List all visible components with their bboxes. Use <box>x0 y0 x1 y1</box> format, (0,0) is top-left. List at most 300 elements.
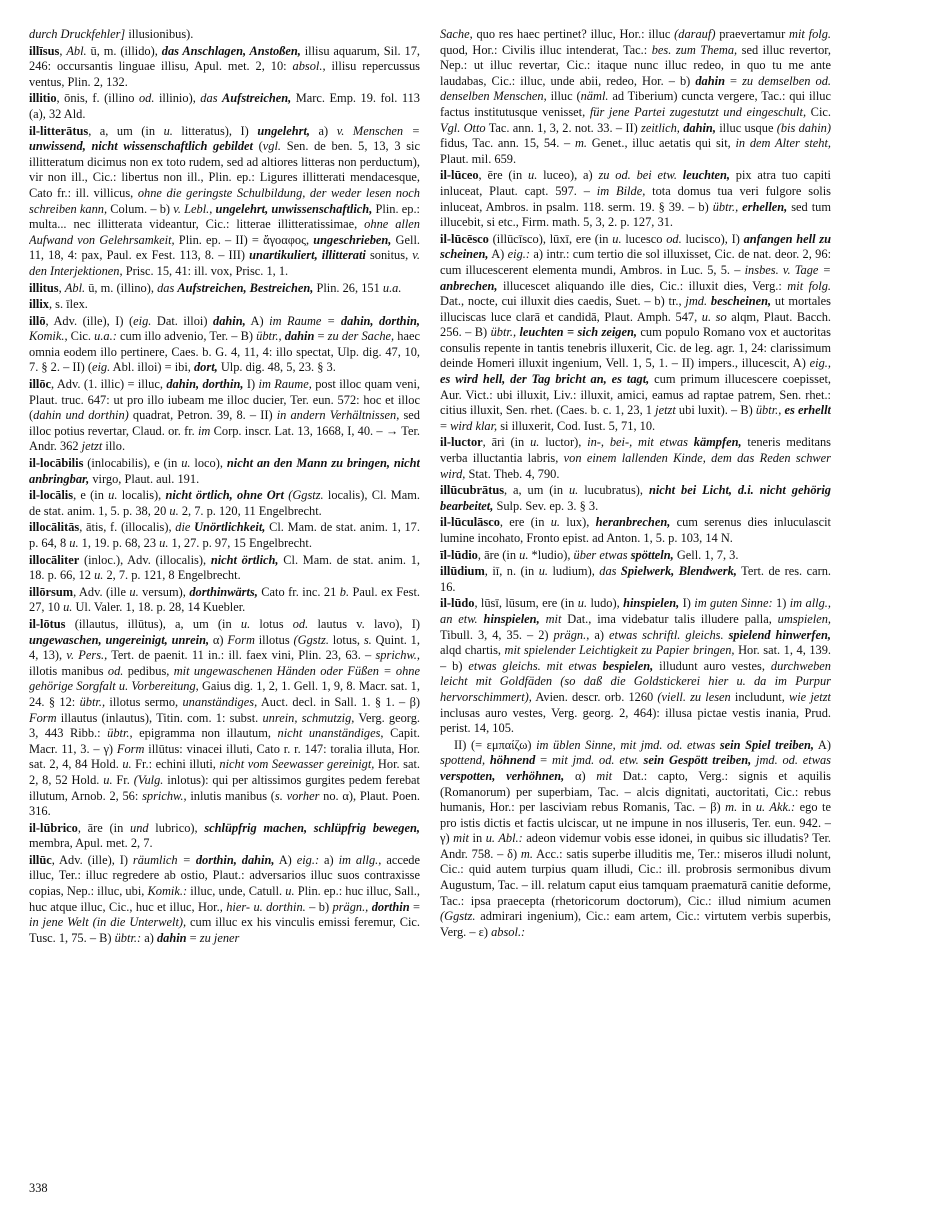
italic-text: im üblen Sinne, mit jmd. od. etwas <box>536 737 716 752</box>
italic-text: od. <box>107 663 124 678</box>
text: epigramma non illautum, <box>132 726 278 741</box>
italic-text: u.a.: <box>94 329 117 344</box>
italic-text: nicht unanständiges, <box>277 726 384 741</box>
italic-text: mit folg. <box>789 27 831 41</box>
italic-text: prägn., <box>553 627 590 642</box>
text: , ēre (in <box>478 168 528 183</box>
translation: sein Gespött treiben, <box>643 753 752 768</box>
text: Plaut. mil. 659. <box>440 151 517 166</box>
text: Cato fr. inc. 21 <box>257 584 340 599</box>
text: , e (in <box>73 488 109 503</box>
italic-text: Form <box>29 710 57 725</box>
italic-text: im Raume = <box>269 313 336 328</box>
italic-text: und <box>130 820 149 835</box>
italic-text: (Ggstz. <box>288 488 324 503</box>
text: Capit. Macr. 11, 3. – γ) <box>29 726 420 756</box>
italic-text: s. <box>363 632 372 647</box>
text: , <box>59 43 67 58</box>
text: I) <box>243 377 259 392</box>
italic-text: od. <box>138 91 155 106</box>
text: Cl. Mam. de stat. anim. 1, 17. p. 64, 8 <box>29 520 420 550</box>
italic-text: jmd. od. etwas <box>756 753 831 768</box>
text: illo. <box>102 439 126 454</box>
text: Ul. Valer. 1, 18. p. 28, 14 Kuebler. <box>72 600 246 615</box>
text: , Adv. (ille), I) <box>51 852 133 867</box>
text: illotus <box>254 632 294 647</box>
text: cum populo Romano vox et auctoritas consulis repente in tantis tenebris illuxerit, Cic. de leg. agr. 1, 24: clarissimum deinde Homeri illuxit ingenium, Vell. 1, 5, 1. – II) impers., illucescit, A) <box>440 325 831 371</box>
italic-text: hier- u. dorthin. <box>226 899 306 914</box>
text: , ere (in <box>499 515 551 530</box>
text: quadrat, Petron. 39, 8. – II) <box>128 408 277 423</box>
entry-illucubratus <box>440 483 831 514</box>
italic-text: (viell. zu lesen <box>657 689 731 704</box>
text: Gaius dig. 1, 2, 1. Gell. 1, 9, 8. Macr. sat. 1, 24. § 12: <box>29 679 420 709</box>
text: Abl. illoi) = ibi, <box>110 360 194 375</box>
italic-text: eig. <box>91 360 111 375</box>
text: , Adv. (ille), I) ( <box>45 313 134 328</box>
translation: dahin <box>156 930 187 945</box>
entry-illix <box>29 297 420 313</box>
text: Tert. de res. carn. 16. <box>440 564 831 594</box>
text: α) <box>209 632 228 647</box>
italic-text: zeitlich, <box>641 120 680 135</box>
text: illotis manibus <box>29 663 108 678</box>
entry-illocalitas <box>29 520 420 551</box>
translation: ungewaschen, ungereinigt, unrein, <box>29 632 210 647</box>
translation: leuchten = sich zeigen, <box>519 325 637 340</box>
text: Tac. ann. 1, 3, 2. not. 33. – II) <box>485 120 642 135</box>
translation: dorthin <box>371 899 410 914</box>
italic-text: unrein, schmutzig, <box>262 710 355 725</box>
text: sed illuc revertor, Nep.: ut illuc revertar, Cic.: itaque nunc illuc redeo, in quo tu me ante laudabas, Cic.: illuc, unde abii, redeo, Hor. – b) <box>440 42 831 88</box>
italic-text: eig., <box>809 356 831 371</box>
italic-text: u. <box>159 536 169 550</box>
italic-text: im Raume, <box>258 377 312 392</box>
translation: verspotten, verhöhnen, <box>440 768 565 783</box>
text: lucubratus), <box>578 483 649 498</box>
entry-illitus <box>29 281 420 297</box>
translation: Spielwerk, Blendwerk, <box>620 564 737 579</box>
translation: dahin, <box>213 313 246 328</box>
text: *ludio), <box>528 547 574 562</box>
italic-text: Form <box>116 741 145 756</box>
italic-text: u. <box>285 884 295 899</box>
italic-text: übtr., <box>755 403 782 418</box>
entry-il-locabilis <box>29 456 420 487</box>
translation: dahin <box>695 73 725 88</box>
entry-il-lucesco <box>440 232 831 435</box>
text: haec omnia eodem illo pertinere, Caes. b. G. 4, 11, 4: illo spectat, Ulp. dig. 47, 10, 7. § 2. – II) ( <box>29 329 420 375</box>
text: admirari ingenium), Cic.: eam artem, Cic.: virtutem verbis superbis, Verg. – ε) <box>440 909 831 939</box>
translation: bespielen, <box>602 658 654 673</box>
text: A) <box>814 737 831 752</box>
text: (illūcīsco), lūxī, ere (in <box>488 231 613 246</box>
text: illudunt auro vestes, <box>653 658 771 673</box>
text: luctor), <box>539 435 588 450</box>
text: , āre (in <box>77 820 130 835</box>
entry-il-ludo-sense-2 <box>440 738 831 941</box>
text: , āre (in <box>477 547 520 562</box>
translation: dort, <box>193 360 218 375</box>
italic-text: u.a. <box>382 280 402 295</box>
headword: il-litterātus <box>29 123 89 138</box>
text: Acc.: satis superbe illuditis me, Ter.: miseros illudi nolunt, Cic.: quid autem turpius quam illudi, Cic.: ill. probrosis sermonibus divum Augustum, Tac. – ill. relatum caput eius tamquam praematurā canitie deforme, Tac.: ipsa praecepta (rhetoricorum doctorum), Cic.: illud nimium acumen <box>440 846 831 908</box>
italic-text: u. <box>181 456 191 471</box>
translation: dorthinwärts, <box>189 584 258 599</box>
text: post illoc quam veni, Plaut. truc. 647: ut pro illo iubeam me illoc ducier, Ter. eun. 572: hoc et illoc ( <box>29 377 420 423</box>
italic-text: dahin und dorthin) <box>33 408 129 423</box>
italic-text: nicht vom Seewasser gereinigt, <box>219 757 375 772</box>
translation: es erhellt <box>784 403 831 418</box>
text: Cl. Mam. de stat. anim. 1, 18. p. 66, 12 <box>29 552 420 583</box>
headword: illōrsum <box>29 584 74 599</box>
text: Prisc. 15, 41: ill. vox, Prisc. 1, 1. <box>122 263 289 278</box>
italic-text: im guten Sinne: <box>694 596 773 611</box>
text: inlotus): qui per altissimos gurgites pedem ferebat illutum, Arnob. 2, 56: <box>29 772 420 803</box>
italic-text: od. <box>666 231 682 246</box>
text: cum primum illucescere coepisset, Aur. Vict.: ubi illuxit, Liv.: illuxit, amici, eamus ad raptae patrem, Sen. rhet.: citius illuxit, Sen. rhet. (Caes. b. c. 1, 23, 1 <box>440 372 831 418</box>
headword: illīsus <box>29 43 60 58</box>
text: cum illuc ex his vinculis emissi feremur, Cic. Tusc. 1, 75. – B) <box>29 915 420 945</box>
text: a) <box>319 852 339 867</box>
italic-text: etwas schriftl. gleichs. <box>608 627 724 642</box>
entry-il-litteratus <box>29 124 420 280</box>
translation: sein Spiel treiben, <box>719 737 815 752</box>
italic-text: sprichw., <box>375 648 420 663</box>
italic-text: für jene Partei zugestutzt und eingeschult, <box>589 104 807 119</box>
text: illotus sermo, <box>105 694 183 709</box>
italic-text: räumlich = <box>132 852 191 867</box>
italic-text: s. vorher <box>274 788 320 803</box>
text: lux), <box>560 515 596 530</box>
italic-text: insbes. v. Tage = <box>744 262 831 277</box>
translation: spötteln, <box>630 547 674 562</box>
entry-il-luculasco <box>440 515 831 546</box>
text: illisu repercussus ventus, Plin. 2, 132. <box>29 59 420 89</box>
italic-text: (Ggstz. <box>293 632 329 647</box>
headword: il-locābilis <box>29 456 84 471</box>
italic-text: eig.: <box>507 247 531 262</box>
entry-il-luctor <box>440 435 831 482</box>
italic-text: b. <box>339 584 350 599</box>
entry-illuc <box>29 853 420 947</box>
italic-text: im allg., <box>338 852 382 867</box>
text: , āri (in <box>482 435 531 450</box>
translation: leuchten, <box>682 168 730 183</box>
text: , ōnis, f. (illino <box>56 91 139 106</box>
text: 1) <box>772 596 790 611</box>
italic-text: m. <box>520 846 533 861</box>
text: alqd chartis, <box>440 643 505 658</box>
translation: anbrechen, <box>440 278 498 293</box>
text: Marc. Emp. 19. fol. 113 (a), 32 Ald. <box>29 91 420 121</box>
translation: ungelehrt, unwissenschaftlich, <box>215 201 373 216</box>
text: 1, 19. p. 68, 23 <box>78 536 160 550</box>
italic-text: die <box>175 520 195 535</box>
headword: il-lōtus <box>29 616 66 631</box>
italic-text: jetzt <box>81 439 103 454</box>
text: si illuxerit, Cod. Iust. 5, 71, 10. <box>497 418 656 433</box>
italic-text: das <box>200 91 223 106</box>
text: pix atra tuo capiti inluceat, Plaut. capt. 597. – <box>440 168 831 198</box>
italic-text: jetzt <box>655 403 676 418</box>
headword: il-locālis <box>29 488 74 503</box>
headword: illocālitās <box>29 520 80 535</box>
italic-text: Abl. <box>64 280 86 295</box>
text: Cic. <box>806 104 831 119</box>
text: Paul. ex Fest. 27, 10 <box>29 584 420 615</box>
text: – b) <box>305 899 333 914</box>
italic-text: (darauf) <box>674 27 716 41</box>
text: Sulp. Sev. ep. 3. § 3. <box>493 498 599 513</box>
entry-il-luceo <box>440 168 831 230</box>
italic-text: in andern Verhältnissen, <box>276 408 400 423</box>
italic-text: unanständiges, <box>182 694 258 709</box>
text: sonitus, <box>365 248 413 263</box>
italic-text: über etwas <box>573 547 628 562</box>
italic-text: wird klar, <box>450 418 498 433</box>
text: Sen. de ben. 5, 13, 3 sic illitteratum dicimus non ex toto rudem, sed ad altiores litteras non perductum), vir non ill., Cic.: libertus non ill., Plin. ep.: Ligures illitterati mendacesque, Cato fr.: ill. villicus, <box>29 139 420 200</box>
italic-text: zu der Sache, <box>327 329 395 344</box>
italic-text: im Bilde, <box>596 183 646 198</box>
text: accede illuc, Ter.: illuc regredere ab ostio, Plaut.: adversarios illuc suos contraxisse copias, Nep.: illuc, ubi, <box>29 852 420 899</box>
italic-text: od. <box>292 616 309 631</box>
italic-text: u. <box>530 435 540 450</box>
translation: nicht bei Licht, d.i. nicht gehörig bearbeitet, <box>440 483 831 513</box>
text: Dat., ima videbatur talis illudere palla, <box>561 611 778 626</box>
text: Hor. sat. 2, 8, 52 Hold. <box>29 757 420 787</box>
italic-text: u. <box>69 536 79 550</box>
text: ludium), <box>548 564 600 579</box>
italic-text: mit ungewaschenen Händen oder Füßen = ohne gehörige Sorgfalt u. Vorbereitung, <box>29 663 420 694</box>
text: Ulp. dig. 48, 5, 23. § 3. <box>217 360 336 375</box>
translation: dahin, <box>683 120 716 135</box>
text: lucisco), I) <box>681 231 744 246</box>
italic-text: u. <box>612 231 622 246</box>
text: Hor. sat. 1, 4, 139. – b) <box>440 643 831 673</box>
italic-text: ohne allen Aufwand von Gelehrsamkeit, <box>29 217 420 247</box>
italic-text: übtr., <box>490 325 517 340</box>
translation: hinspielen, <box>483 611 540 626</box>
text: ut mortales illuciscas luce clarā et candidā, Plaut. Amph. 547, <box>440 294 831 324</box>
text: teneris meditans verba illuctantia labris, <box>440 435 831 466</box>
text: a) <box>141 930 157 945</box>
italic-text: sprichw., <box>142 788 187 803</box>
text: II) (= εμπαίζω) <box>454 737 537 752</box>
italic-text: u. so <box>701 309 727 324</box>
italic-text: (bis dahin) <box>776 120 831 135</box>
text: 2, 7. p. 121, 8 Engelbrecht. <box>103 568 241 583</box>
text: , iī, n. (in <box>484 564 539 579</box>
italic-text: Abl. <box>66 43 87 58</box>
translation: nicht örtlich, <box>210 552 279 567</box>
headword: illocāliter <box>29 552 80 567</box>
italic-text: etwas gleichs. mit etwas <box>468 658 597 673</box>
text: Dat.: capto, Verg.: signis et aquilis (Romanorum) per superbiam, Tac. – alcis dignitati, auctoritati, Cic.: rebus humanis, Hor.: per lasciviam rebus Romanis, Tac. – β) <box>440 768 831 815</box>
italic-text: übtr., <box>79 694 106 709</box>
italic-text: mit etwas <box>638 435 688 450</box>
text: lotus <box>250 616 293 631</box>
italic-text: zu od. bei etw. <box>598 168 677 183</box>
text: Plin. ep.: multa... nec illitterata videantur, Cic.: litterae illitteratissimae, <box>29 201 420 232</box>
translation: dahin, dorthin, <box>166 377 244 392</box>
text: A) <box>245 313 270 328</box>
text: sed tum illucebit, si etc., Firm. math. 5, 3, 2. p. 127, 31. <box>440 199 831 230</box>
text: Gell. 11, 18, 4: pax, Paul. ex Fest. 113, 8. – III) <box>29 232 420 263</box>
italic-text: näml. <box>580 89 609 104</box>
text: adeon videmur vobis esse idonei, in quibus sic illudatis? Ter. Andr. 758. – δ) <box>440 831 831 861</box>
text: (inloc.), Adv. (illocalis), <box>79 552 211 567</box>
italic-text: im <box>197 423 211 438</box>
text: illisu aquarum, Sil. 17, 246: occursantis linguae illisu, Apul. met. 2, 10: <box>29 43 420 74</box>
italic-text: durch Druckfehler] <box>29 27 126 41</box>
text: lautus v. lavo), I) <box>308 616 420 631</box>
italic-text: u. <box>108 488 118 503</box>
italic-text: m. <box>725 800 738 815</box>
headword: il-luctor <box>440 435 483 450</box>
translation: erhellen, <box>742 199 788 214</box>
text: lubrico), <box>148 820 205 835</box>
italic-text: u. <box>577 596 588 611</box>
entry-illudium <box>440 564 831 595</box>
italic-text: vgl. <box>262 139 282 154</box>
text: tota domus tua veri fulgore solis inluceat, Ambros. in psalm. 118. serm. 19. § 39. – b) <box>440 183 831 214</box>
text: α) <box>564 768 597 783</box>
italic-text: u. <box>568 483 579 498</box>
italic-text: wie jetzt <box>788 689 831 704</box>
text: litteratus), I) <box>172 123 258 138</box>
italic-text: mit <box>596 768 613 783</box>
italic-text: mit <box>453 831 469 846</box>
text: includunt, <box>730 689 789 704</box>
text: localis), Cl. Mam. de stat. anim. 1, 5. p. 38, 20 <box>29 488 420 518</box>
italic-text: im allg., an etw. <box>440 596 831 626</box>
translation: nicht an den Mann zu bringen, nicht anbringbar, <box>29 456 420 486</box>
italic-text: jmd. <box>685 294 708 309</box>
text: lotus, <box>328 632 364 647</box>
text: Auct. decl. in Sall. 1. § 1. – β) <box>257 694 420 709</box>
entry-illo <box>29 314 420 376</box>
italic-text: u. <box>122 757 132 772</box>
italic-text: v. Menschen = <box>336 123 420 138</box>
headword: il-lūdo <box>440 596 475 611</box>
headword: illōc <box>29 377 52 392</box>
translation: bescheinen, <box>710 294 772 309</box>
text: , Adv. (ille <box>73 584 130 599</box>
translation: heranbrechen, <box>595 515 671 530</box>
translation: Aufstreichen, <box>222 91 292 106</box>
italic-text: mit jmd. od. etw. <box>551 753 639 768</box>
text: Corp. inscr. Lat. 13, 1668, I, 40. – → Ter. Andr. 362 <box>29 423 420 454</box>
italic-text: u. <box>550 515 560 530</box>
text: quod, Hor.: Civilis illuc intenderat, Tac.: <box>440 42 652 57</box>
translation: es wird hell, der Tag bricht an, es tagt, <box>440 372 650 387</box>
italic-text: m. <box>574 136 588 151</box>
italic-text: u. <box>103 772 113 787</box>
text: ego te pro istis dictis et factis ulciscar, ut ne impune in nos illuseris, Ter. eun. 942. – γ) <box>440 800 831 846</box>
text: Fr. <box>112 772 134 787</box>
italic-text: u. <box>519 547 529 562</box>
italic-text: in jene Welt (in die Unterwelt), <box>29 915 187 930</box>
text: inlutis manibus ( <box>186 788 275 803</box>
text: , <box>58 280 65 295</box>
text: in <box>737 800 756 815</box>
text: I) <box>679 596 695 611</box>
italic-text: spottend, <box>440 753 486 768</box>
italic-text: von einem lallenden Kinde, dem das Reden schwer wird, <box>440 451 831 481</box>
entry-il-lubrico <box>29 821 420 852</box>
text: Tert. de paenit. 11 in.: ill. faex vini, Plin. 23, 63. – <box>107 648 376 663</box>
text: = <box>186 930 200 945</box>
text: illautus (inlautus), Titin. com. 1: subst. <box>56 710 263 725</box>
italic-text: prägn., <box>332 899 369 914</box>
translation: höhnend <box>489 753 536 768</box>
text: , ātis, f. (illocalis), <box>79 520 176 535</box>
text: lucesco <box>621 231 667 246</box>
headword: īl-lūdio <box>440 547 478 562</box>
italic-text: bes. zum Thema, <box>651 42 738 57</box>
text: luceo), a) <box>537 168 599 183</box>
italic-text: absol., <box>292 59 326 74</box>
italic-text: u. Akk.: <box>755 800 796 815</box>
text: fidus, Tac. ann. 15, 54. – <box>440 136 575 151</box>
italic-text: u. <box>528 168 538 183</box>
text: virgo, Plaut. aul. 191. <box>89 471 200 486</box>
italic-text: u. <box>169 503 179 518</box>
italic-text: durchweben leicht mit Goldfäden (so daß die Goldstickerei hier u. da im Purpur hervorschimmert), <box>440 658 831 704</box>
text: = <box>724 73 743 88</box>
entry-il-ludo <box>440 596 831 736</box>
text: Dat. illoi) <box>151 313 213 328</box>
text: , lūsī, lūsum, ere (in <box>474 596 578 611</box>
text: , a, um (in <box>504 483 569 498</box>
italic-text: übtr., <box>256 329 282 344</box>
italic-text: das <box>157 280 178 295</box>
text: 2, 7. p. 120, 11 Engelbrecht. <box>178 503 322 518</box>
text: ubi luxit). – B) <box>675 403 756 418</box>
text: cum serenus dies inluculascit lumine incohato, Fronto epist. ad Anton. 1, 5. p. 103, 14 N. <box>440 515 831 545</box>
text: ad Tiberium) cuncta vergere, Tac.: qui illuc factus institutusque venisset, <box>440 89 831 119</box>
italic-text: mit spielender Leichtigkeit zu Papier bringen, <box>504 643 735 658</box>
text: Tibull. 3, 4, 35. – 2) <box>440 627 554 642</box>
italic-text: absol.: <box>491 924 526 939</box>
italic-text: Sache, <box>440 27 473 41</box>
text: , a, um (in <box>88 123 164 138</box>
translation: nicht örtlich, ohne Ort <box>165 488 284 503</box>
text: illucescet aliquando ille dies, Cic.: illuxit dies, Verg.: <box>497 278 788 293</box>
text: = <box>535 753 552 768</box>
text: Gell. 1, 7, 3. <box>673 547 739 562</box>
italic-text: u. <box>129 584 139 599</box>
italic-text: v. Pers., <box>66 648 108 663</box>
text: sed illoc potius revertar, Claud. or. fr. <box>29 408 420 438</box>
text: ū, m. (illino), <box>85 280 158 295</box>
entry-illoc <box>29 377 420 455</box>
text: Stat. Theb. 4, 790. <box>465 466 560 481</box>
text: ( <box>252 139 263 154</box>
italic-text: eig. <box>133 313 152 328</box>
italic-text: übtr.: <box>114 930 142 945</box>
translation: spielend hinwerfen, <box>728 627 831 642</box>
text: , s. īlex. <box>48 297 88 312</box>
text: = <box>440 418 451 433</box>
text: cum illo advenio, Ter. – B) <box>116 329 257 344</box>
text: illuc usque <box>715 120 777 135</box>
translation: schlüpfrig machen, schlüpfrig bewegen, <box>204 820 420 835</box>
headword: illix <box>29 297 49 312</box>
entry-il-lotus <box>29 617 420 820</box>
headword: illūdium <box>440 564 485 579</box>
